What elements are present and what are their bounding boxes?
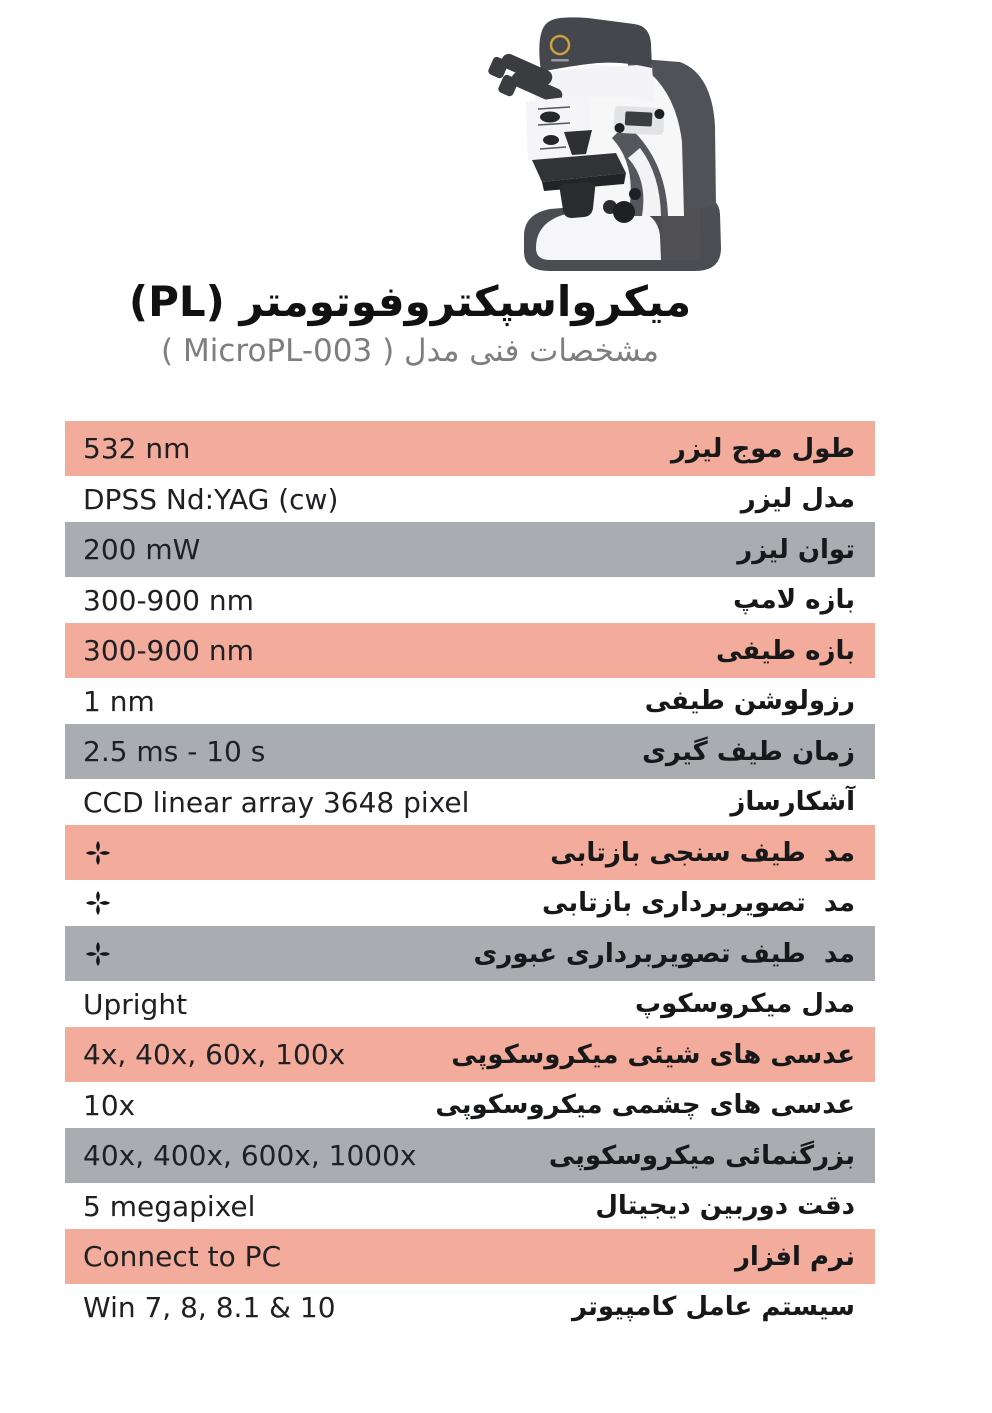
microscope-illustration <box>438 8 768 280</box>
spec-row <box>65 678 875 724</box>
spec-value-text: Upright <box>83 987 188 1021</box>
spec-label: توان لیزر <box>737 534 855 565</box>
spec-label: بازه طیفی <box>715 635 855 666</box>
spec-label: طول موج لیزر <box>670 433 855 464</box>
spec-label: عدسی های شیئی میکروسکوپی <box>451 1039 855 1070</box>
spec-label: آشکارساز <box>730 787 855 817</box>
spec-label: مدل میکروسکوپ <box>634 989 855 1019</box>
spec-value <box>83 1038 345 1071</box>
spec-value <box>83 1291 336 1324</box>
spec-value <box>83 838 113 868</box>
spec-value <box>83 939 113 969</box>
page-title: میکرواسپکتروفوتومتر (PL) <box>128 277 692 326</box>
spec-row <box>65 476 875 522</box>
lcd-screen <box>625 111 653 126</box>
spec-value <box>83 1139 416 1172</box>
spec-label: دقت دوربین دیجیتال <box>595 1191 855 1221</box>
spec-value <box>83 483 338 516</box>
spec-label: رزولوشن طیفی <box>644 686 855 716</box>
brand-text-mark <box>551 59 569 62</box>
spec-label: مد طیف سنجی بازتابی <box>550 837 855 868</box>
spec-value-text: Win 7, 8, 8.1 & 10 <box>83 1290 336 1324</box>
spec-label: مد تصویربرداری بازتابی <box>542 888 855 918</box>
spec-value-text: CCD linear array 3648 pixel <box>83 785 470 819</box>
camera-head <box>539 17 652 72</box>
spec-row <box>65 779 875 825</box>
spec-row <box>65 1229 875 1284</box>
spec-value <box>83 786 469 819</box>
spec-label: بازه لامپ <box>733 585 855 615</box>
spec-value-text: 4x, 40x, 60x, 100x <box>83 1038 346 1071</box>
spec-row <box>65 1027 875 1082</box>
spec-value <box>83 432 190 465</box>
spec-row <box>65 522 875 577</box>
feature-check-icon <box>83 888 113 918</box>
spec-label: زمان طیف گیری <box>642 736 855 767</box>
spec-row <box>65 724 875 779</box>
spec-row <box>65 1183 875 1229</box>
spec-row <box>65 1082 875 1128</box>
spec-value <box>83 735 265 768</box>
spec-value <box>83 1089 135 1122</box>
spec-value-text: 1 nm <box>83 684 155 718</box>
spec-value-text: DPSS Nd:YAG (cw) <box>83 482 339 516</box>
spec-row <box>65 1284 875 1330</box>
spec-row <box>65 1128 875 1183</box>
spec-value <box>83 634 254 667</box>
spec-row <box>65 981 875 1027</box>
spec-label: عدسی های چشمی میکروسکوپی <box>435 1090 855 1120</box>
spec-value <box>83 584 254 617</box>
spec-value-text: 532 nm <box>83 432 191 465</box>
page-subtitle: مشخصات فنی مدل ( MicroPL-003 ) <box>161 332 659 369</box>
spec-value-text: 10x <box>83 1088 136 1122</box>
spec-label: مد طیف تصویربرداری عبوری <box>473 938 855 969</box>
spec-label: مدل لیزر <box>740 484 855 514</box>
spec-row <box>65 825 875 880</box>
spec-value-text: 200 mW <box>83 533 201 566</box>
microscope-image <box>438 8 770 280</box>
spec-row <box>65 623 875 678</box>
spec-value-text: 2.5 ms - 10 s <box>83 735 266 768</box>
spec-row <box>65 880 875 926</box>
spec-value <box>83 533 200 566</box>
spec-value <box>83 888 113 918</box>
spec-value-text: 300-900 nm <box>83 583 254 617</box>
spec-value <box>83 1190 255 1223</box>
spec-value-text: 5 megapixel <box>83 1189 256 1223</box>
feature-check-icon <box>83 838 113 868</box>
spec-row <box>65 926 875 981</box>
spec-row <box>65 577 875 623</box>
condenser <box>560 182 596 218</box>
spec-table <box>65 421 875 1330</box>
spec-value <box>83 988 187 1021</box>
header-block <box>60 276 760 371</box>
feature-check-icon <box>83 939 113 969</box>
spec-row <box>65 421 875 476</box>
spec-value-text: Connect to PC <box>83 1240 282 1273</box>
lcd-panel <box>613 106 664 136</box>
spec-value-text: 40x, 400x, 600x, 1000x <box>83 1139 417 1172</box>
spec-label: نرم افزار <box>734 1241 855 1272</box>
spec-value <box>83 685 155 718</box>
spec-label: سیستم عامل کامپیوتر <box>571 1292 855 1322</box>
spec-label: بزرگنمائی میکروسکوپی <box>548 1140 855 1171</box>
spec-value <box>83 1240 281 1273</box>
spec-value-text: 300-900 nm <box>83 634 254 667</box>
